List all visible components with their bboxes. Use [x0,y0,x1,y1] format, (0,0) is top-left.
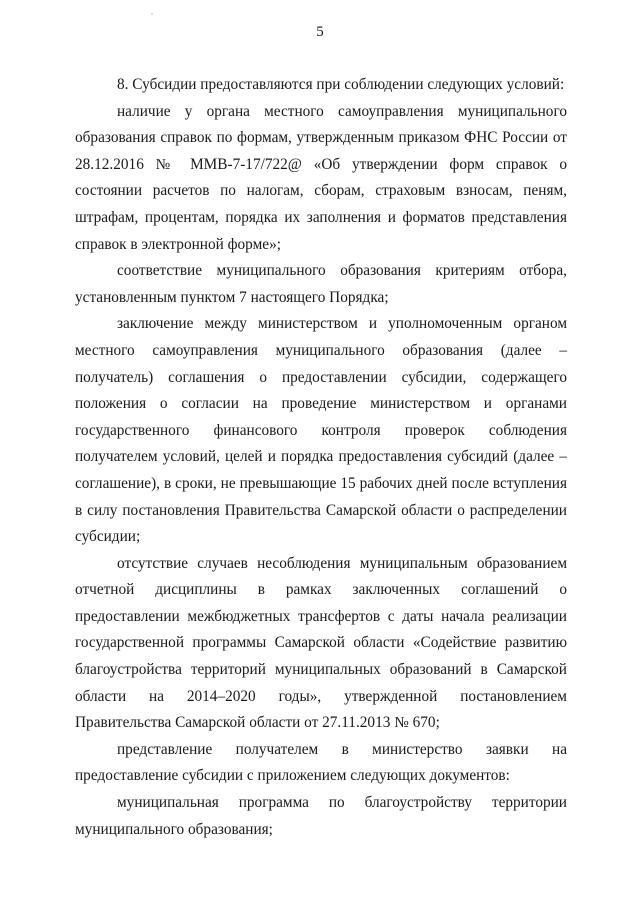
scan-speck [151,13,153,15]
paragraph-subsidy-conditions-heading: 8. Субсидии предоставляются при соблюдении следующих условий: [117,76,565,93]
paragraph-agreement: заключение между министерством и уполномоченным органом местного самоуправления муниципального образования (далее – получатель) соглашения о предоставлении субсидии, содержащего положения о согласии на проведение министерством и органами государственного финансового контроля проверок соблюдения получателем условий, целей и порядка предоставления субсидий (далее – соглашение), в сроки, не превышающие 15 рабочих дней после вступления в силу постановления Правительства Самарской области о распределении субсидии; [75,315,567,546]
paragraph-reporting-discipline: отсутствие случаев несоблюдения муниципальным образованием отчетной дисциплины в рамках заключенных соглашений о предоставлении межбюджетных трансфертов с даты начала реализации государственной программы Самарской области «Содействие развитию благоустройства территорий муниципальных образований в Самарской области на 2014–2020 годы», утвержденной постановлением Правительства Самарской области от 27.11.2013 № 670; [75,554,567,732]
page-number: 5 [316,24,324,40]
paragraph-tax-certificates: наличие у органа местного самоуправления муниципального образования справок по формам, утвержденным приказом ФНС России от 28.12.2016 № ММВ-7-17/722@ «Об утверждении форм справок о состоянии расчетов по налогам, сборам, страховым взносам, пеням, штрафам, процентам, порядка их заполнения и форматов представления справок в электронной форме»; [75,102,567,253]
paragraph-application: представление получателем в министерство заявки на предоставление субсидии с приложением следующих документов: [75,740,567,785]
paragraph-municipal-program: муниципальная программа по благоустройству территории муниципального образования; [75,794,567,838]
document-body [75,72,567,843]
paragraph-selection-criteria: соответствие муниципального образования критериям отбора, установленным пунктом 7 настоящего Порядка; [75,262,567,306]
